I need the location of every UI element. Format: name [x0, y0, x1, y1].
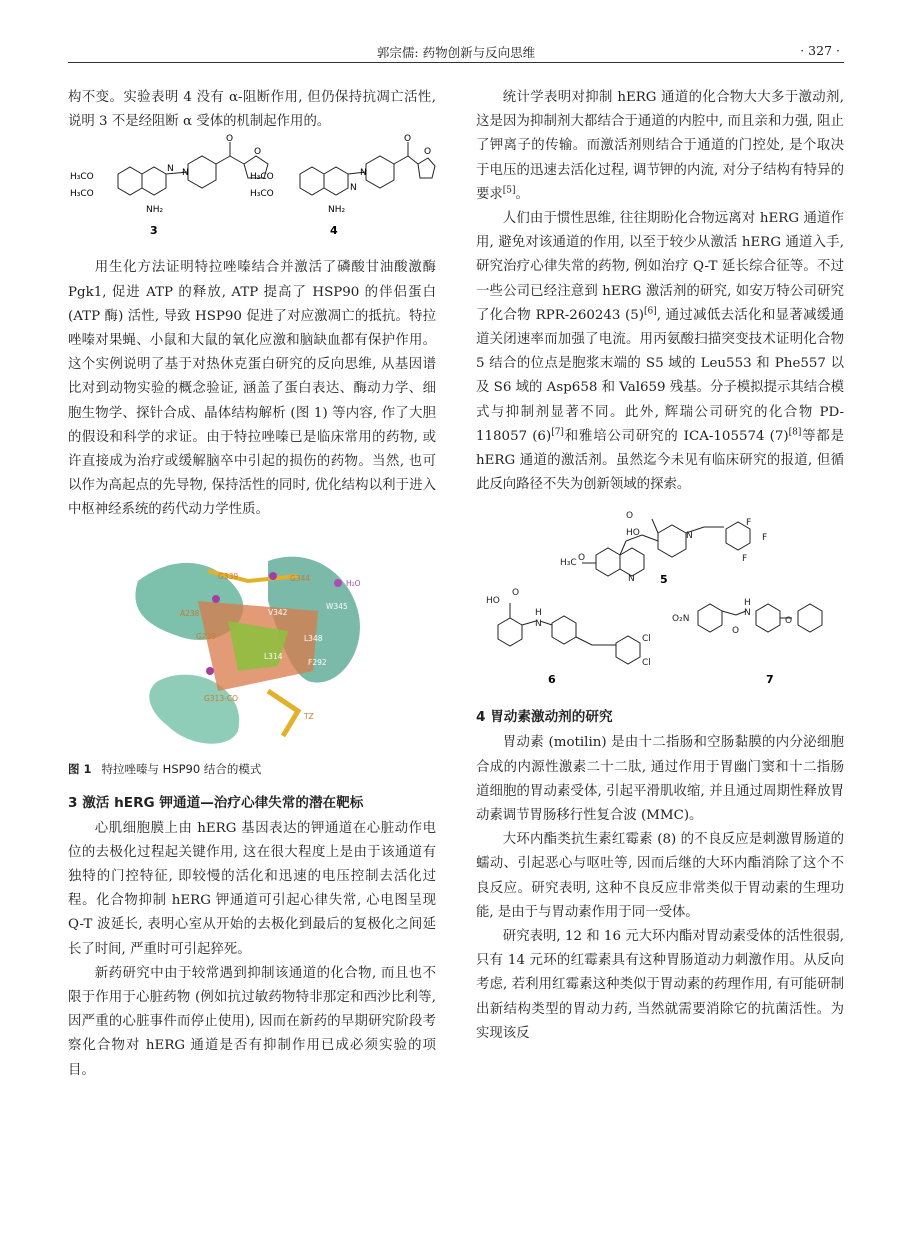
fig-label: F250: [248, 693, 267, 703]
fig-label: F292: [308, 657, 327, 667]
n-label: N: [167, 164, 174, 175]
fig-label: G239: [196, 631, 217, 641]
paragraph: 新药研究中由于较常遇到抑制该通道的化合物, 而且也不限于作用于心脏药物 (例如抗过敏药物特非那定和西沙比利等, 因严重的心脏事件而停止使用), 因而在新药的早期研究阶段考察化合物对 hERG 通道是否有抑制作用已成必须实验的项目。: [68, 965, 436, 1078]
paragraph: 用生化方法证明特拉唑嗪结合并激活了磷酸甘油酸激酶 Pgk1, 促进 ATP 的释放, ATP 提高了 HSP90 的伴侣蛋白 (ATP 酶) 活性, 导致 HSP90 促进了对应激凋亡的抵抗。特拉唑嗪对果蝇、小鼠和大鼠的氧化应激和脑缺血都有保护作用。这个实例说明了基于对热休克蛋白研究的反向思维, 从基因谱比对到动物实验的概念验证, 涵盖了蛋白表达、酶动力学、细胞生物学、探针合成、晶体结构解析 (图 1) 等内容, 作了大胆的假设和科学的求证。由于特拉唑嗪已是临床常用的药物, 或许直接成为治疗或缓解脑卒中引起的损伤的药物。当然, 也可以作为高起点的先导物, 保持活性的同时, 优化结构以利于进入中枢神经系统的药代动力学性质。: [68, 260, 436, 518]
n-label: N: [182, 168, 189, 179]
ho-label: HO: [626, 528, 640, 539]
citation: [5]: [502, 185, 516, 196]
figure-1-image: [68, 541, 436, 751]
caption-text: 特拉唑嗪与 HSP90 结合的模式: [101, 761, 262, 776]
compound-5-label: 5: [660, 573, 668, 587]
n-label: N: [744, 608, 751, 619]
running-header: [68, 40, 844, 63]
o-label: O: [732, 626, 740, 637]
hsp90-binding-illustration: [68, 541, 436, 751]
compound-4-label: 4: [330, 224, 338, 238]
n-label: N: [686, 531, 693, 542]
paragraph: 大环内酯类抗生素红霉素 (8) 的不良反应是刺激胃肠道的蠕动、引起恶心与呕吐等, 因而后继的大环内酯消除了这个不良反应。研究表明, 这种不良反应非常类似于胃动素的生理功能, 是由于与胃动素作用于同一受体。: [476, 832, 844, 920]
paragraph-text: 等都是 hERG 通道的激活剂。虽然迄今未见有临床研究的报道, 但循此反向路径不失为创新领域的探索。: [476, 428, 845, 493]
fig-label: H₂O: [346, 578, 361, 588]
paragraph: 研究表明, 12 和 16 元大环内酯对胃动素受体的活性很弱, 只有 14 元环的红霉素具有这种胃肠道动力刺激作用。从反向考虑, 若利用红霉素这种类似于胃动素的药理作用, 有可能研制出新结构类型的胃动力药, 当然就需要消除它的抗菌活性。为实现该反: [476, 929, 844, 1041]
nh2-label: NH₂: [328, 205, 346, 216]
right-column: [476, 86, 844, 1046]
fig-label: A238: [180, 608, 200, 618]
cl-label: Cl: [642, 634, 651, 645]
h3co-label: H₃CO: [70, 189, 94, 200]
paragraph: [476, 207, 844, 497]
o-label: O: [424, 147, 432, 158]
paragraph-text: 和雅培公司研究的 ICA-105574 (7): [563, 428, 789, 444]
h-label: H: [744, 598, 751, 609]
citation: [7]: [551, 427, 564, 438]
h-label: H: [535, 608, 542, 619]
h3co-label: H₃CO: [250, 172, 274, 183]
n-label: N: [350, 183, 357, 194]
fig-label: L314: [264, 651, 283, 661]
section-4-heading: 4 胃动素激动剂的研究: [476, 709, 613, 726]
paragraph: 胃动素 (motilin) 是由十二指肠和空肠黏膜的内分泌细胞合成的内源性激素二十二肽, 通过作用于胃幽门窦和十二指肠道细胞的胃动素受体, 引起平滑肌收缩, 并且通过周期性释放胃动素调节胃肠移行性复合波 (MMC)。: [476, 735, 844, 824]
section-3-heading: 3 激活 hERG 钾通道—治疗心律失常的潜在靶标: [68, 794, 364, 811]
fig-label: G339: [218, 571, 239, 581]
nh2-label: NH₂: [146, 205, 164, 216]
caption-number: 图 1: [68, 761, 92, 776]
fig-label: L348: [304, 633, 323, 643]
paragraph-text: , 通过减低去活化和显著减缓通道关闭速率而加强了电流。用丙氨酸扫描突变技术证明化合物 5 结合的位点是胞浆末端的 S5 域的 Leu553 和 Phe557 以及 S6 域的 Asp658 和 Val659 残基。分子模拟提示其结合模式与抑制剂显著不同。此外, 辉瑞公司研究的化合物 PD-118057 (6): [476, 307, 845, 444]
cl-label: Cl: [642, 658, 651, 669]
chemical-structures-3-4: [68, 134, 436, 256]
citation: [8]: [788, 427, 802, 438]
n-label: N: [360, 168, 367, 179]
fig-label: G344: [290, 573, 311, 583]
h3co-label: H₃CO: [70, 172, 94, 183]
ho-label: HO: [486, 596, 500, 607]
f-label: F: [762, 533, 768, 544]
fig-label: TZ: [304, 711, 314, 721]
paragraph: 构不变。实验表明 4 没有 α-阻断作用, 但仍保持抗凋亡活性, 说明 3 不是经阻断 α 受体的机制起作用的。: [68, 90, 436, 130]
paragraph: 心肌细胞膜上由 hERG 基因表达的钾通道在心脏动作电位的去极化过程起关键作用, 这在很大程度上是由于该通道有独特的门控特征, 即较慢的活化和迅速的电压控制去活化过程。化合物抑制 hERG 钾通道可引起心律失常, 心电图呈现 Q-T 波延长, 表明心室从开始的去极化到最后的复极化之间延长了时间, 严重时可引起猝死。: [68, 820, 436, 957]
f-label: F: [746, 518, 752, 529]
o2n-label: O₂N: [672, 614, 690, 625]
fig-label: V342: [268, 607, 288, 617]
header-title: 郭宗儒: 药物创新与反向思维: [376, 45, 536, 60]
h3c-label: H₃C: [560, 558, 577, 569]
fig-label: G313-CO: [204, 693, 238, 703]
o-label: O: [578, 553, 586, 564]
left-column: [68, 86, 436, 1083]
paragraph-text: 人们由于惯性思维, 往往期盼化合物远离对 hERG 通道作用, 避免对该通道的作用, 以至于较少从激活 hERG 通道入手, 研究治疗心律失常的药物, 例如治疗 Q-T 延长综合征等。不过一些公司已经注意到 hERG 激活剂的研究, 如安万特公司研究了化合物 RPR-260243 (5): [476, 211, 844, 323]
o-label: O: [404, 134, 412, 145]
citation: [6]: [644, 306, 657, 317]
structures-5-7-svg: [476, 505, 844, 693]
fig-label: W345: [326, 601, 348, 611]
n-label: N: [535, 619, 542, 630]
f-label: F: [742, 554, 748, 565]
structures-3-4-svg: [68, 134, 436, 256]
h3co-label: H₃CO: [250, 189, 274, 200]
paragraph-text: 统计学表明对抑制 hERG 通道的化合物大大多于激动剂, 这是因为抑制剂大都结合于通道的内腔中, 而且亲和力强, 阻止了钾离子的传输。而激活剂则结合于通道的门控处, 是个取决于电压的迅速去活化过程, 调节钾的内流, 对分子结构有特异的要求: [476, 90, 844, 202]
n-label: N: [628, 574, 635, 585]
o-label: O: [785, 616, 793, 627]
o-label: O: [626, 511, 634, 522]
compound-3-label: 3: [150, 224, 158, 238]
o-label: O: [512, 588, 520, 599]
chemical-structures-5-7: [476, 505, 844, 693]
paragraph: 统计学表明对抑制 hERG 通道的化合物大大多于激动剂, 这是因为抑制剂大都结合于通道的内腔中, 而且亲和力强, 阻止了钾离子的传输。而激活剂则结合于通道的门控处, 是个取决于电压的迅速去活化过程, 调节钾的内流, 对分子结构有特异的要求[5]。: [476, 90, 844, 202]
compound-7-label: 7: [766, 673, 774, 687]
figure-1-caption: [68, 759, 436, 779]
o-label: O: [254, 147, 262, 158]
compound-6-label: 6: [548, 673, 556, 687]
o-label: O: [226, 134, 234, 145]
page-number: · 327 ·: [800, 43, 840, 58]
